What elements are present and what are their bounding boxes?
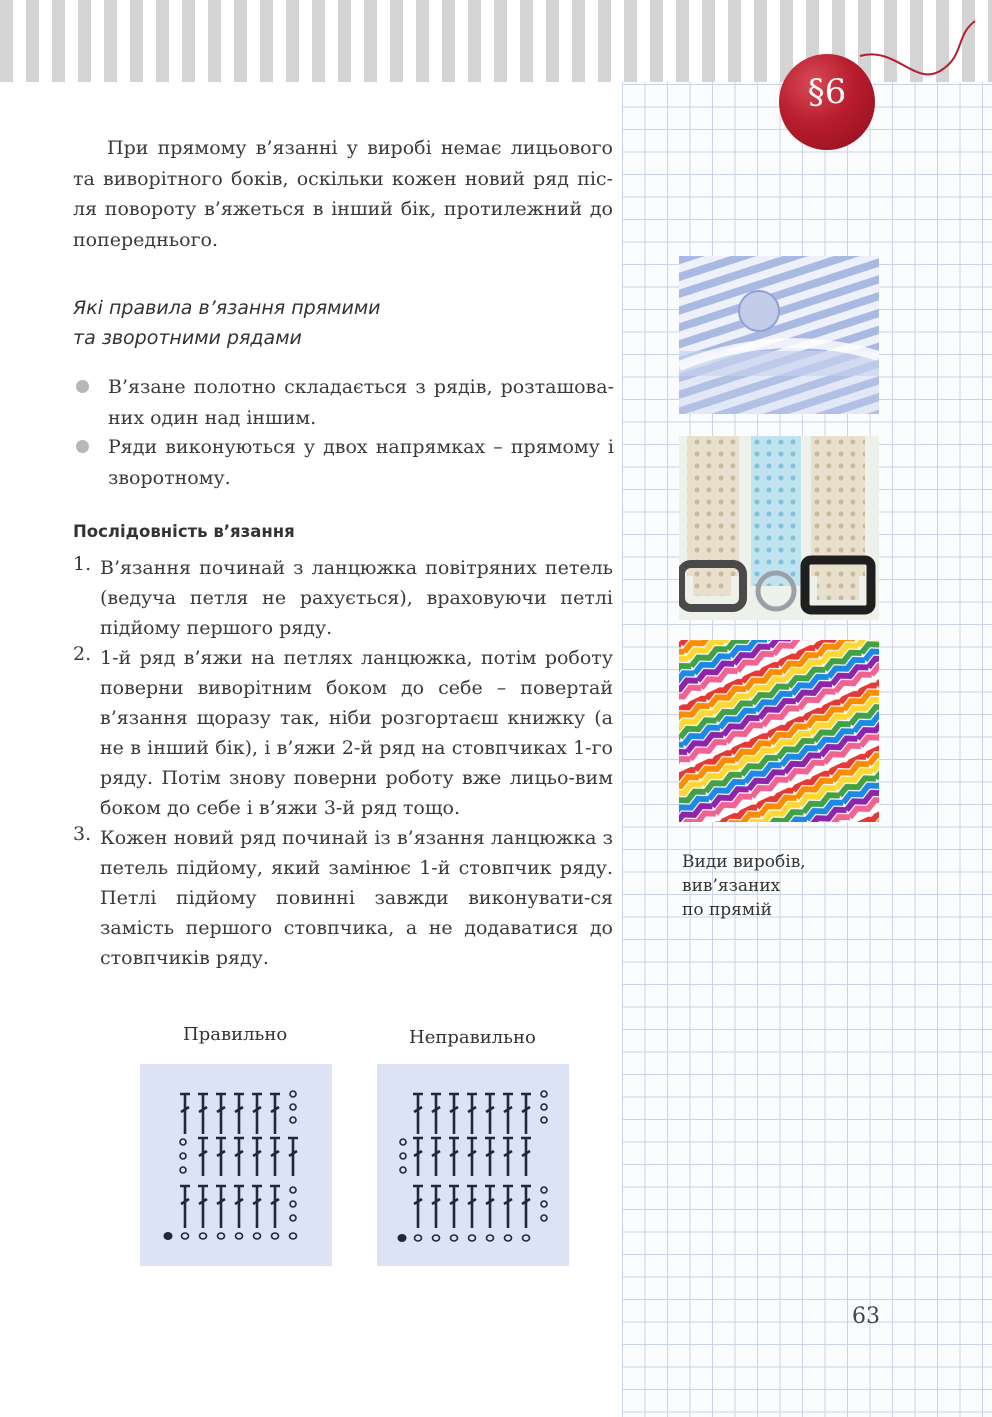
section-badge: §6 bbox=[807, 72, 847, 112]
question-heading bbox=[73, 293, 381, 353]
step-number: 1. bbox=[73, 553, 92, 575]
page-number: 63 bbox=[852, 1304, 880, 1329]
step-number: 3. bbox=[73, 823, 92, 845]
photo-caption bbox=[682, 850, 806, 922]
step-number: 2. bbox=[73, 643, 92, 665]
step-text: В’язання починай з ланцюжка повітряних петель (ведуча петля не рахується), враховуючи петлі підйому першого ряду. bbox=[100, 557, 613, 639]
question-line-1: Які правила в’язання прямими bbox=[73, 297, 381, 319]
photo-blanket bbox=[679, 256, 879, 414]
question-line-2: та зворотними рядами bbox=[73, 327, 302, 349]
crochet-chart-correct bbox=[140, 1064, 332, 1266]
caption-line-3: по прямій bbox=[682, 900, 772, 920]
correct-diagram-label: Правильно bbox=[183, 1024, 288, 1045]
photo-lace-belts bbox=[679, 436, 879, 620]
caption-line-2: вив’язаних bbox=[682, 876, 781, 896]
bullet-dot bbox=[76, 440, 89, 453]
crochet-chart-incorrect bbox=[377, 1064, 569, 1266]
intro-paragraph: При прямому в’язанні у виробі немає лицьового та виворітного боків, оскільки кожен новий ряд піс-ля повороту в’яжеться в інший бік, протилежний до попереднього. bbox=[73, 137, 613, 251]
incorrect-diagram-label: Неправильно bbox=[409, 1027, 536, 1048]
incorrect-crochet-diagram bbox=[377, 1064, 569, 1266]
photo-zigzag-pillow bbox=[679, 640, 879, 822]
caption-line-1: Види виробів, bbox=[682, 852, 806, 872]
bullet-item: Ряди виконуються у двох напрямках – прямому і зворотному. bbox=[108, 436, 614, 489]
step-text: Кожен новий ряд починай із в’язання ланцюжка з петель підйому, який замінює 1-й стовпчик ряду. Петлі підйому повинні завжди виконувати-ся замість першого стовпчика, а не додаватися до стовпчиків ряду. bbox=[100, 827, 613, 969]
sequence-heading: Послідовність в’язання bbox=[73, 522, 295, 541]
yarn-thread bbox=[855, 16, 992, 106]
bullet-item: В’язане полотно складається з рядів, розташова-них один над іншим. bbox=[108, 376, 614, 429]
bullet-dot bbox=[76, 380, 89, 393]
step-text: 1-й ряд в’яжи на петлях ланцюжка, потім роботу поверни виворітним боком до себе – повертай в’язання щоразу так, ніби розгортаєш книжку (а не в інший бік), і в’яжи 2-й ряд на стовпчиках 1-го ряду. Потім знову поверни роботу вже лицьо-вим боком до себе і в’яжи 3-й ряд тощо. bbox=[100, 647, 613, 819]
correct-crochet-diagram bbox=[140, 1064, 332, 1266]
